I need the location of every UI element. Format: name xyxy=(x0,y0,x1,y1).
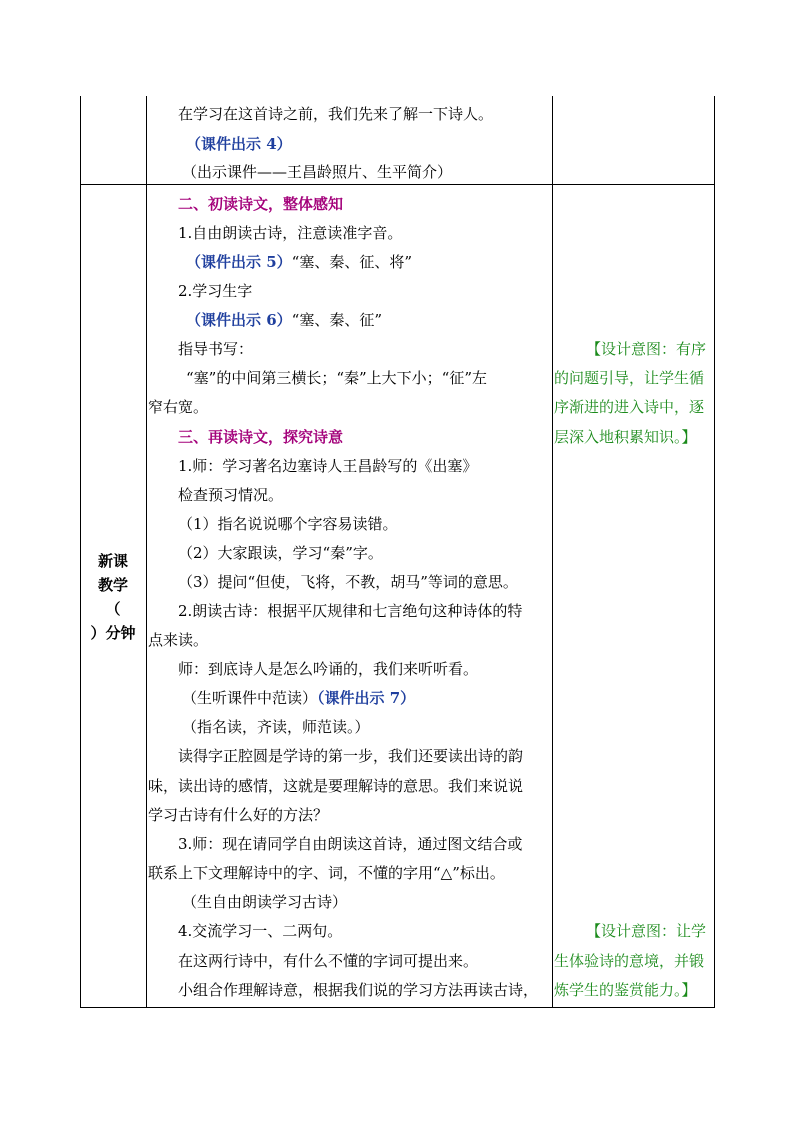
section-heading: 三、再读诗文，探究诗意 xyxy=(178,428,344,446)
table-border-col1 xyxy=(146,96,147,1008)
content-line: 指导书写： xyxy=(178,340,254,358)
content-line: 3.师：现在请同学自由朗读这首诗，通过图文结合或 xyxy=(178,835,523,853)
table-border-col2 xyxy=(552,96,553,1008)
table-border-bottom xyxy=(80,1007,714,1008)
section-heading: 二、初读诗文，整体感知 xyxy=(178,195,344,213)
content-line: （课件出示 5）“塞、秦、征、将” xyxy=(186,253,413,271)
content-line: 1.师：学习著名边塞诗人王昌龄写的《出塞》 xyxy=(178,457,478,475)
content-line: 4.交流学习一、二两句。 xyxy=(178,922,343,940)
content-line: “塞”的中间第三横长；“秦”上大下小；“征”左 xyxy=(186,369,488,387)
content-line: 小组合作理解诗意，根据我们说的学习方法再读古诗， xyxy=(178,981,539,999)
content-line: （生听课件中范读）（课件出示 7） xyxy=(182,689,416,707)
intro-text: 在学习在这首诗之前，我们先来了解一下诗人。 xyxy=(178,105,494,123)
content-line: （指名读，齐读，师范读。） xyxy=(182,718,370,736)
content-line: 1.自由朗读古诗，注意读准字音。 xyxy=(178,224,403,242)
content-line: 学习古诗有什么好的方法？ xyxy=(148,806,329,824)
courseware-description: （出示课件——王昌龄照片、生平简介） xyxy=(182,163,453,181)
content-line: 联系上下文理解诗中的字、词，不懂的字用“△”标出。 xyxy=(148,864,505,882)
content-line: （生自由朗读学习古诗） xyxy=(182,893,348,911)
content-line: （课件出示 6）“塞、秦、征” xyxy=(186,311,383,329)
content-line: （1）指名说说哪个字容易读错。 xyxy=(178,515,398,533)
table-border-right xyxy=(714,96,715,1008)
content-line: 窄右宽。 xyxy=(148,398,209,416)
content-line: 点来读。 xyxy=(148,631,209,649)
lesson-plan-table: 在学习在这首诗之前，我们先来了解一下诗人。 （课件出示 4） （出示课件——王昌龄照片、生平简介） 新课 教学 （ ）分钟 二、初读诗文，整体感知 1.自由朗读古诗，注意读准字音。 （课件出示 5）“塞、秦、征、将” 2.学习生字 （课件出示 6）“塞、秦、征” 指导书写： “塞”的中间第三横长；“秦”上大下小；“征”左 窄右宽。 三、再读诗文，探究诗意 1.师：学习著名边塞诗人王昌龄写的《出塞》 检查预习情况。 （1）指名说说哪个字容易读错。 （2）大家跟读，学习“秦”字。 （3）提问“但使，飞将，不教，胡马”等词的意思。 2.朗读古诗：根据平仄规律和七言绝句这种诗体的特 点来读。 师：到底诗人是怎么吟诵的，我们来听听看。 （生听课件中范读）（课件出示 7） （指名读，齐读，师范读。） 读得字正腔圆是学诗的第一步，我们还要读出诗的韵 味，读出诗的感情，这就是要理解诗的意思。我们来说说 学习古诗有什么好的方法？ 3.师：现在请同学自由朗读这首诗，通过图文结合或 联系上下文理解诗中的字、词，不懂的字用“△”标出。 （生自由朗读学习古诗） 4.交流学习一、二两句。 在这两行诗中，有什么不懂的字词可提出来。 小组合作理解诗意，根据我们说的学习方法再读古诗， 【设计意图：有序 的问题引导，让学生循 序渐进的进入诗中，逐 层深入地积累知识。】 【设计意图：让学 生体验诗的意境，并锻 炼学生的鉴赏能力。】 xyxy=(80,96,714,1008)
table-row-divider xyxy=(80,184,714,185)
content-line: （2）大家跟读，学习“秦”字。 xyxy=(178,544,383,562)
content-line: 味，读出诗的感情，这就是要理解诗的意思。我们来说说 xyxy=(148,777,524,795)
content-line: 在这两行诗中，有什么不懂的字词可提出来。 xyxy=(178,952,479,970)
content-line: 读得字正腔圆是学诗的第一步，我们还要读出诗的韵 xyxy=(178,747,524,765)
content-line: （3）提问“但使，飞将，不教，胡马”等词的意思。 xyxy=(178,573,518,591)
content-line: 检查预习情况。 xyxy=(178,486,284,504)
courseware-marker: （课件出示 4） xyxy=(186,135,292,153)
content-line: 2.学习生字 xyxy=(178,282,253,300)
content-line: 2.朗读古诗：根据平仄规律和七言绝句这种诗体的特 xyxy=(178,602,523,620)
content-line: 师：到底诗人是怎么吟诵的，我们来听听看。 xyxy=(178,660,479,678)
